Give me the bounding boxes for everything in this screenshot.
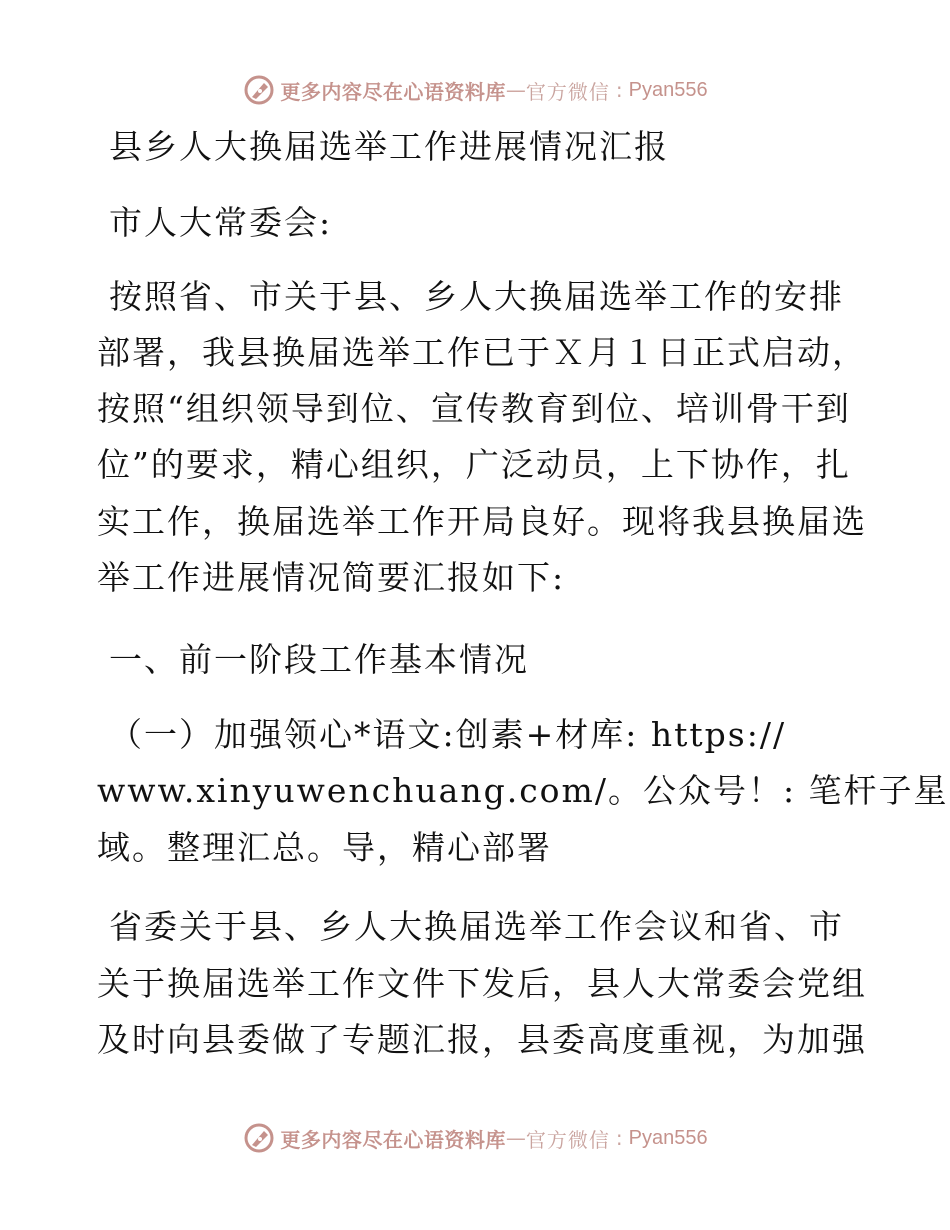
para2-line-1: 省委关于县、乡人大换届选举工作会议和省、市 [109,907,844,946]
watermark-sub-text: 官方微信 [525,79,610,104]
para1-line-5: 实工作，换届选举工作开局良好。现将我县换届选 [97,502,867,541]
para1-line-1: 按照省、市关于县、乡人大换届选举工作的安排 [109,277,844,316]
para2-line-3: 及时向县委做了专题汇报，县委高度重视，为加强 [97,1020,867,1059]
watermark-dash: — [505,1126,526,1150]
subsection1-line-2: www.xinyuwenchuang.com/。公众号！: 笔杆子星 [97,771,949,810]
pen-nib-icon [242,1121,276,1155]
watermark-main-text: 更多内容尽在心语资料库 [280,79,506,104]
watermark-footer [0,1118,950,1158]
watermark-separator: : [615,78,623,102]
watermark-sub-text: 官方微信 [525,1127,610,1152]
subsection1-line-1: （一）加强领心*语文:创素+材库: https:// [109,715,787,754]
page-title: 县乡人大换届选举工作进展情况汇报 [109,127,669,166]
para1-line-2: 部署，我县换届选举工作已于Ｘ月１日正式启动， [97,333,867,372]
section-heading-1: 一、前一阶段工作基本情况 [109,640,529,679]
watermark-separator: : [615,1126,623,1150]
watermark-header [0,70,950,110]
para1-line-4: 位”的要求，精心组织，广泛动员，上下协作，扎 [97,445,851,484]
pen-nib-icon [242,73,276,107]
watermark-wechat-id: Pyan556 [628,1126,708,1149]
salutation: 市人大常委会: [109,203,333,242]
para2-line-2: 关于换届选举工作文件下发后，县人大常委会党组 [97,964,867,1003]
subsection1-line-3: 域。整理汇总。导，精心部署 [97,828,552,867]
watermark-dash: — [505,78,526,102]
para1-line-6: 举工作进展情况简要汇报如下: [97,558,566,597]
para1-line-3: 按照“组织领导到位、宣传教育到位、培训骨干到 [97,389,851,428]
watermark-main-text: 更多内容尽在心语资料库 [280,1127,506,1152]
watermark-wechat-id: Pyan556 [628,78,708,101]
